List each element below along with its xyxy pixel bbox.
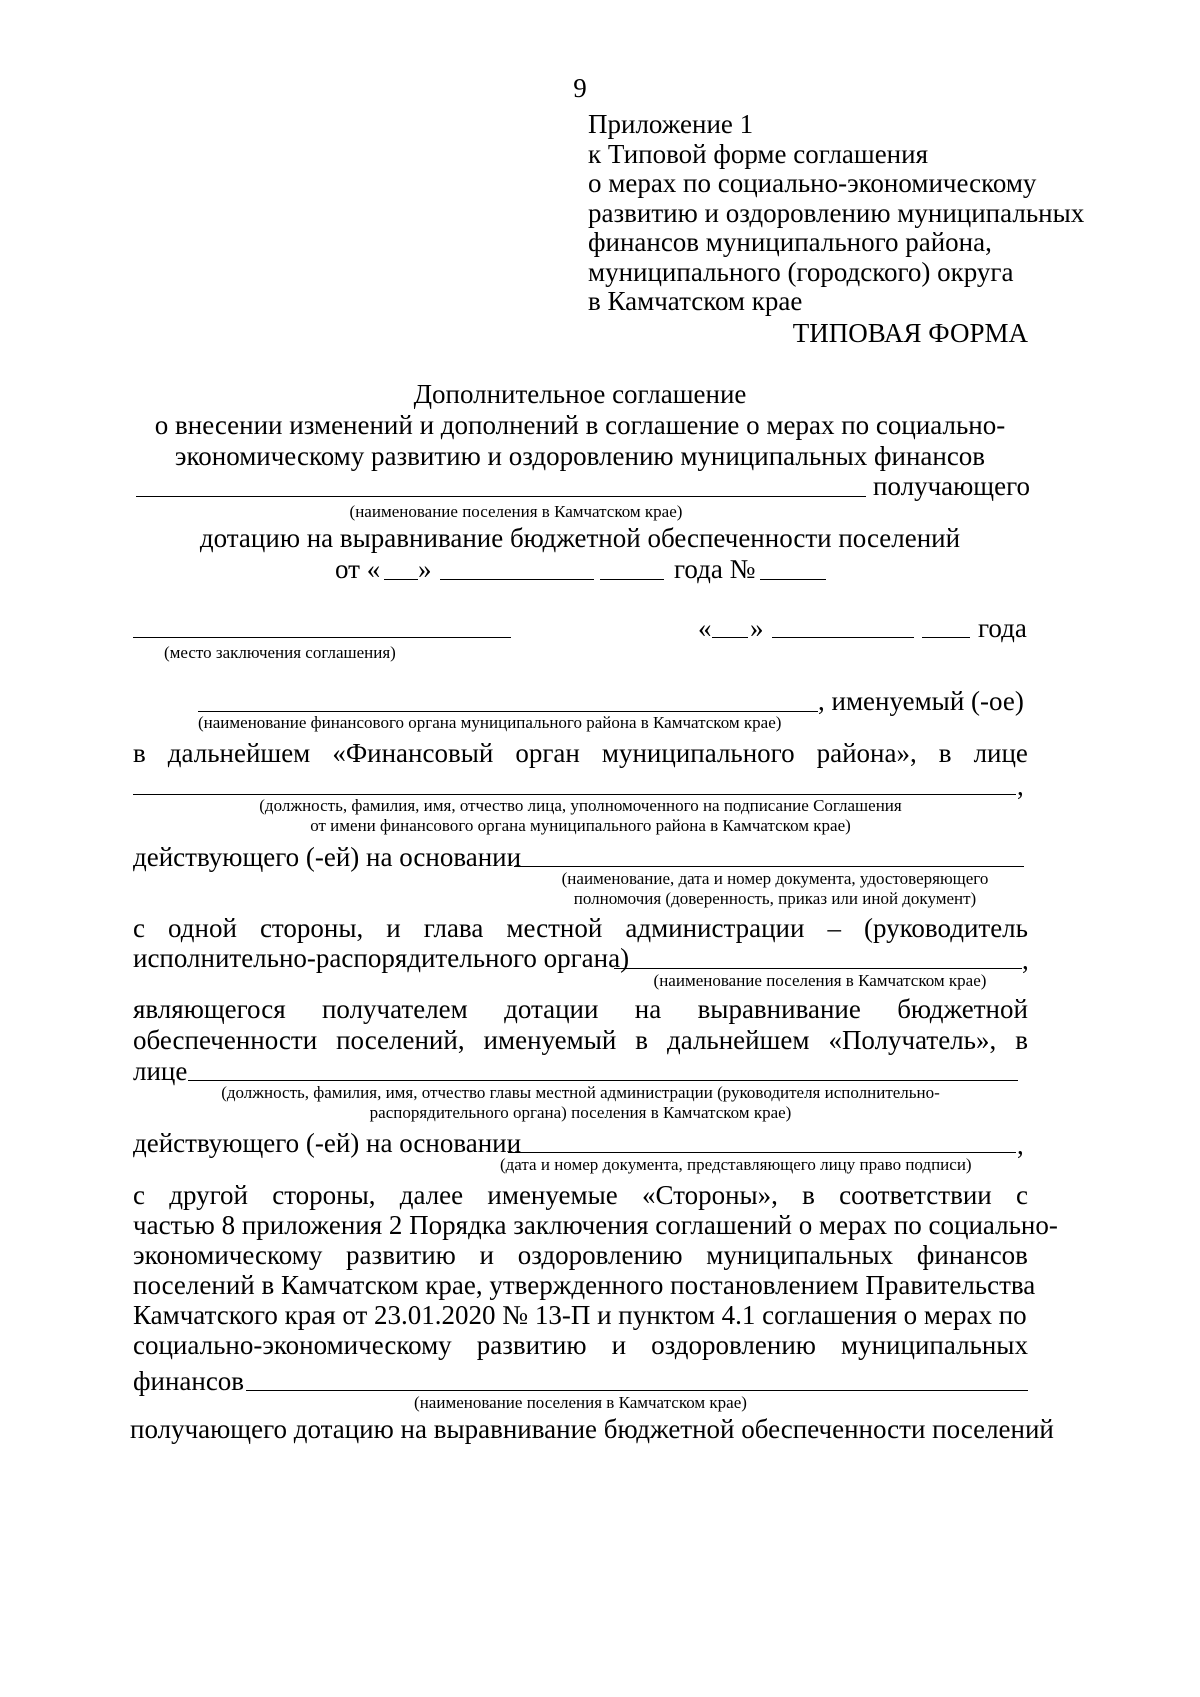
word: именуемые: [487, 1180, 618, 1210]
word: Камчатского края от 23.01.2020 № 13-П и пунктом 4.1 соглашения о мерах по: [133, 1300, 1027, 1330]
word: развитию: [346, 1240, 456, 1270]
appendix-line: в Камчатском крае: [588, 286, 803, 316]
word: дотации: [504, 994, 599, 1024]
word: оздоровлению: [517, 1240, 683, 1270]
date-from-close: »: [418, 554, 432, 584]
title-line-3: экономическому развитию и оздоровлению муниципальных финансов: [174, 441, 986, 471]
appendix-line: к Типовой форме соглашения: [588, 138, 928, 169]
head-name-field[interactable]: [188, 1080, 1018, 1081]
word: в: [938, 738, 952, 768]
word: и: [386, 913, 401, 943]
appendix-line: муниципального (городского) округа: [588, 256, 1014, 287]
word: соответствии: [839, 1180, 992, 1210]
word: с: [133, 1180, 145, 1210]
hint-place: (место заключения соглашения): [164, 643, 396, 662]
word: лице: [973, 738, 1028, 768]
exec-org-label: исполнительно-распорядительного органа): [133, 943, 630, 973]
word: финансов: [916, 1240, 1028, 1270]
word: муниципального: [601, 738, 795, 768]
word: одной: [168, 913, 237, 943]
word: с: [133, 913, 145, 943]
representative-field[interactable]: [133, 794, 1016, 795]
word: и: [611, 1330, 627, 1360]
word: «Получатель»,: [828, 1025, 997, 1055]
date-from-prefix: от «: [335, 554, 381, 584]
hint-settlement-1: (наименование поселения в Камчатском крае): [349, 502, 683, 521]
word: с: [1015, 1180, 1028, 1210]
recipient-line-1: [133, 993, 1028, 1025]
word: частью 8 приложения 2 Порядка заключения соглашений о мерах по социально-: [133, 1210, 1058, 1240]
date-year-field[interactable]: [600, 579, 664, 580]
hint-doc-1: (наименование, дата и номер документа, удостоверяющего: [561, 869, 989, 888]
further-line: [133, 737, 1028, 769]
date-year-number-label: года №: [674, 554, 756, 584]
place-date-open: «: [698, 613, 712, 643]
word: социально-экономическому: [133, 1330, 452, 1360]
hint-doc-2: полномочия (доверенность, приказ или иной документ): [573, 889, 977, 908]
word: «Финансовый: [332, 738, 494, 768]
hint-position-1: (должность, фамилия, имя, отчество лица, уполномоченного на подписание Соглашения: [259, 796, 902, 815]
word: в: [133, 738, 146, 768]
comma-1: ,: [1017, 771, 1024, 801]
paragraph-line: [133, 1329, 1028, 1361]
hint-head-1: (должность, фамилия, имя, отчество главы местной администрации (руководителя исполнительно-: [221, 1083, 940, 1102]
word: оздоровлению: [651, 1330, 816, 1360]
word: стороны,: [272, 1180, 376, 1210]
settlement-name-field[interactable]: [136, 496, 866, 497]
appendix-line: Приложение 1: [588, 109, 754, 139]
hint-sign: (дата и номер документа, представляющего лицу право подписи): [500, 1155, 972, 1174]
word: дальнейшем: [666, 1025, 810, 1055]
subsidy-line: дотацию на выравнивание бюджетной обеспеченности поселений: [199, 523, 961, 553]
word: являющегося: [133, 994, 286, 1024]
word: на: [634, 994, 662, 1024]
word: –: [827, 913, 841, 943]
page-number: 9: [573, 73, 587, 103]
appendix-line: о мерах по социально-экономическому: [588, 168, 1037, 198]
place-field[interactable]: [133, 637, 511, 638]
word: поселений,: [336, 1025, 465, 1055]
face-label: лице: [133, 1056, 188, 1086]
recipient-line-2: [133, 1024, 1028, 1056]
form-type-label: ТИПОВАЯ ФОРМА: [792, 318, 1028, 348]
place-date-year-field[interactable]: [922, 637, 970, 638]
place-date-day-field[interactable]: [712, 637, 748, 638]
paragraph-line: [133, 1239, 1028, 1271]
word: именуемый: [483, 1025, 617, 1055]
other-side-line: [133, 1179, 1028, 1211]
word: муниципальных: [706, 1240, 894, 1270]
named-label: , именуемый (-ое): [818, 686, 1024, 716]
word: местной: [506, 913, 603, 943]
word: бюджетной: [897, 994, 1028, 1024]
finances-label: финансов: [133, 1366, 245, 1396]
word: дальнейшем: [167, 738, 311, 768]
word: получателем: [321, 994, 468, 1024]
place-date-month-field[interactable]: [772, 637, 914, 638]
word: развитию: [476, 1330, 587, 1360]
word: глава: [423, 913, 484, 943]
last-line: получающего дотацию на выравнивание бюджетной обеспеченности поселений: [130, 1414, 1054, 1444]
date-day-field[interactable]: [384, 579, 418, 580]
place-date-close: »: [750, 613, 764, 643]
title-line-1: Дополнительное соглашение: [413, 379, 747, 409]
word: другой: [169, 1180, 248, 1210]
word: в: [802, 1180, 815, 1210]
hint-head-2: распорядительного органа) поселения в Камчатском крае): [369, 1103, 792, 1122]
hint-position-2: от имени финансового органа муниципального района в Камчатском крае): [310, 816, 851, 835]
paragraph-line: [133, 1299, 1028, 1331]
one-side-line: [133, 912, 1028, 944]
appendix-line: финансов муниципального района,: [588, 227, 992, 257]
hint-fin-org: (наименование финансового органа муниципального района в Камчатском крае): [198, 713, 782, 732]
word: экономическому: [133, 1240, 323, 1270]
word: далее: [399, 1180, 464, 1210]
acting-label-2: действующего (-ей) на основании: [133, 1128, 522, 1158]
hint-settlement-2: (наименование поселения в Камчатском крае): [653, 971, 987, 990]
word: поселений в Камчатском крае, утвержденного постановлением Правительства: [133, 1270, 1036, 1300]
acting-label-1: действующего (-ей) на основании: [133, 842, 522, 872]
word: обеспеченности: [133, 1025, 318, 1055]
word: муниципальных: [841, 1330, 1028, 1360]
paragraph-line: [133, 1209, 1058, 1241]
sign-right-document-field[interactable]: [508, 1152, 1016, 1153]
agreement-number-field[interactable]: [760, 579, 826, 580]
comma-3: ,: [1017, 1130, 1024, 1160]
word: района»,: [816, 738, 917, 768]
place-date-year-label: года: [978, 613, 1027, 643]
receiving-label: получающего: [873, 471, 1030, 501]
hint-settlement-3: (наименование поселения в Камчатском крае): [414, 1393, 747, 1412]
appendix-line: развитию и оздоровлению муниципальных: [588, 197, 1085, 228]
basis-document-field[interactable]: [514, 866, 1024, 867]
paragraph-line: [133, 1269, 1036, 1301]
fin-org-name-field[interactable]: [198, 711, 818, 712]
word: выравнивание: [697, 994, 861, 1024]
exec-org-settlement-field[interactable]: [614, 968, 1022, 969]
word: орган: [515, 738, 580, 768]
date-month-field[interactable]: [440, 579, 594, 580]
comma-2: ,: [1022, 945, 1029, 975]
word: «Стороны»,: [641, 1180, 778, 1210]
word: стороны,: [259, 913, 364, 943]
finances-settlement-field[interactable]: [246, 1390, 1028, 1391]
title-line-2: о внесении изменений и дополнений в соглашение о мерах по социально-: [154, 410, 1006, 440]
word: в: [1015, 1025, 1028, 1055]
word: администрации: [625, 913, 805, 943]
word: и: [479, 1240, 494, 1270]
word: (руководитель: [864, 913, 1028, 943]
word: в: [635, 1025, 649, 1055]
